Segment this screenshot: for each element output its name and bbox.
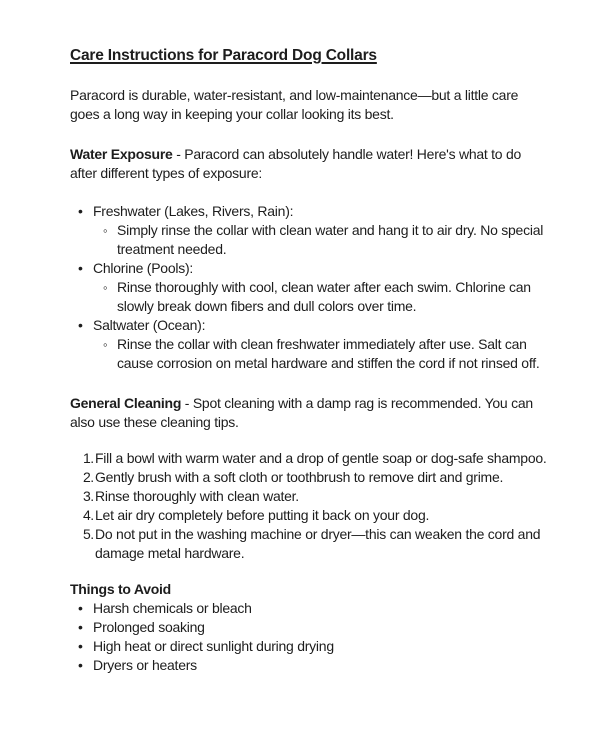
list-item-label: Freshwater (Lakes, Rivers, Rain): — [93, 203, 294, 219]
bullet-icon: • — [78, 260, 83, 276]
step-text: Do not put in the washing machine or dryer—this can weaken the cord and damage metal hardware. — [95, 526, 541, 561]
numbered-list-item — [70, 506, 548, 525]
step-number: 4. — [83, 507, 94, 523]
list-subitem — [70, 221, 548, 259]
cleaning-steps-list — [70, 449, 548, 563]
general-cleaning-paragraph — [70, 394, 548, 432]
list-subitem — [70, 278, 548, 316]
bullet-icon: • — [78, 317, 83, 333]
general-cleaning-lead: - Spot cleaning with a damp rag is recommended. You can also use these cleaning tips. — [70, 395, 533, 430]
list-item-text: Dryers or heaters — [93, 657, 197, 673]
numbered-list-item — [70, 525, 548, 563]
numbered-list-item — [70, 449, 548, 468]
circle-bullet-icon: ◦ — [103, 337, 108, 352]
numbered-list-item — [70, 468, 548, 487]
list-item — [70, 618, 548, 637]
list-subitem-text: Rinse thoroughly with cool, clean water after each swim. Chlorine can slowly break down fibers and dull colors over time. — [117, 279, 531, 314]
list-item — [70, 202, 548, 221]
list-item-text: High heat or direct sunlight during drying — [93, 638, 334, 654]
list-item-label: Chlorine (Pools): — [93, 260, 194, 276]
water-exposure-paragraph — [70, 145, 548, 183]
numbered-list-item — [70, 487, 548, 506]
things-to-avoid-heading: Things to Avoid — [70, 581, 171, 597]
list-item — [70, 259, 548, 278]
list-item — [70, 599, 548, 618]
page-title: Care Instructions for Paracord Dog Collars — [70, 47, 377, 64]
step-number: 5. — [83, 526, 94, 542]
circle-bullet-icon: ◦ — [103, 280, 108, 295]
list-item-text: Prolonged soaking — [93, 619, 205, 635]
bullet-icon: • — [78, 619, 83, 635]
list-item — [70, 656, 548, 675]
circle-bullet-icon: ◦ — [103, 223, 108, 238]
step-number: 1. — [83, 450, 94, 466]
step-number: 2. — [83, 469, 94, 485]
step-number: 3. — [83, 488, 94, 504]
list-item-text: Harsh chemicals or bleach — [93, 600, 252, 616]
bullet-icon: • — [78, 203, 83, 219]
step-text: Let air dry completely before putting it back on your dog. — [95, 507, 430, 523]
things-to-avoid-list — [70, 599, 548, 675]
step-text: Gently brush with a soft cloth or toothbrush to remove dirt and grime. — [95, 469, 504, 485]
general-cleaning-heading: General Cleaning — [70, 395, 182, 411]
bullet-icon: • — [78, 600, 83, 616]
bullet-icon: • — [78, 657, 83, 673]
water-exposure-heading: Water Exposure — [70, 146, 173, 162]
water-exposure-lead: - Paracord can absolutely handle water! Here's what to do after different types of exposure: — [70, 146, 522, 181]
list-item-label: Saltwater (Ocean): — [93, 317, 206, 333]
list-subitem-text: Simply rinse the collar with clean water and hang it to air dry. No special treatment needed. — [117, 222, 544, 257]
step-text: Rinse thoroughly with clean water. — [95, 488, 299, 504]
bullet-icon: • — [78, 638, 83, 654]
list-subitem-text: Rinse the collar with clean freshwater immediately after use. Salt can cause corrosion on metal hardware and stiffen the cord if not rinsed off. — [117, 336, 540, 371]
list-item — [70, 637, 548, 656]
list-item — [70, 316, 548, 335]
list-subitem — [70, 335, 548, 373]
water-exposure-list — [70, 202, 548, 373]
intro-paragraph: Paracord is durable, water-resistant, and low-maintenance—but a little care goes a long way in keeping your collar looking its best. — [70, 87, 519, 122]
step-text: Fill a bowl with warm water and a drop of gentle soap or dog-safe shampoo. — [95, 450, 547, 466]
things-to-avoid-paragraph — [70, 580, 548, 599]
